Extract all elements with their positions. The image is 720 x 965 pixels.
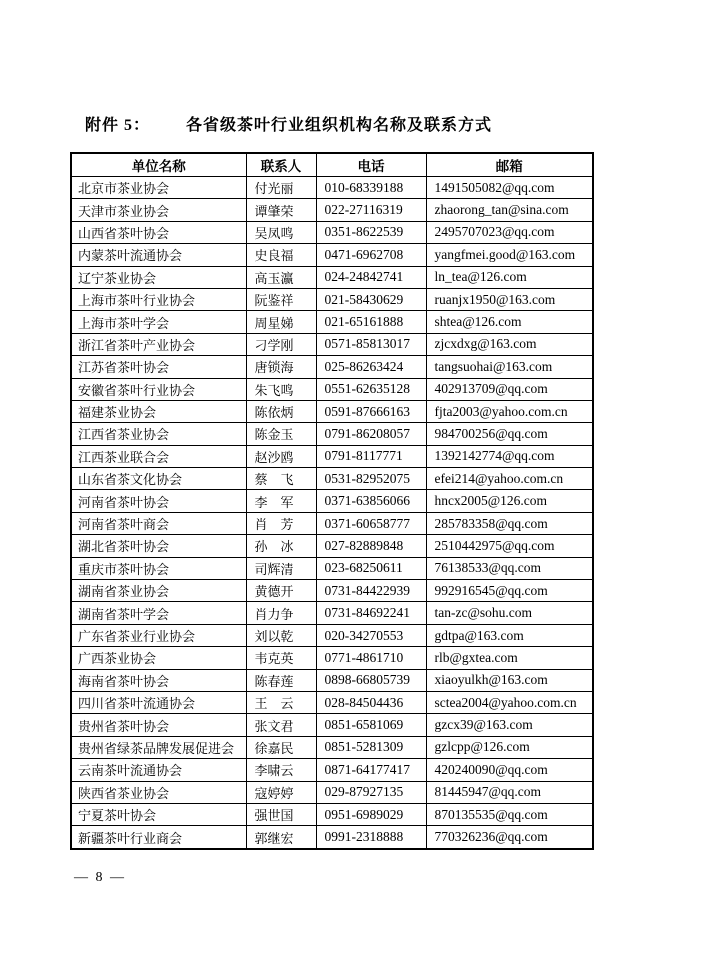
org-name-cell: 河南省茶叶协会 (71, 490, 246, 512)
contact-cell: 李 军 (246, 490, 316, 512)
table-row (71, 669, 593, 691)
org-name-cell: 贵州省绿茶品牌发展促进会 (71, 736, 246, 758)
org-name-cell: 江西省茶业协会 (71, 423, 246, 445)
contact-table (70, 152, 594, 850)
contact-cell: 高玉瀛 (246, 266, 316, 288)
table-row (71, 557, 593, 579)
email-cell: 992916545@qq.com (426, 580, 593, 602)
org-name-cell: 四川省茶叶流通协会 (71, 691, 246, 713)
table-row (71, 288, 593, 310)
contact-cell: 徐嘉民 (246, 736, 316, 758)
contact-cell: 史良福 (246, 244, 316, 266)
table-row (71, 736, 593, 758)
table-row (71, 266, 593, 288)
phone-cell: 0351-8622539 (316, 221, 426, 243)
contact-cell: 唐锁海 (246, 356, 316, 378)
email-cell: tan-zc@sohu.com (426, 602, 593, 624)
phone-cell: 0591-87666163 (316, 400, 426, 422)
email-cell: zhaorong_tan@sina.com (426, 199, 593, 221)
table-row (71, 378, 593, 400)
email-cell: 870135535@qq.com (426, 803, 593, 825)
org-name-cell: 辽宁茶业协会 (71, 266, 246, 288)
table-row (71, 826, 593, 849)
org-name-cell: 新疆茶叶行业商会 (71, 826, 246, 849)
org-name-cell: 海南省茶叶协会 (71, 669, 246, 691)
phone-cell: 0851-5281309 (316, 736, 426, 758)
table-row (71, 199, 593, 221)
phone-cell: 0371-60658777 (316, 512, 426, 534)
org-name-cell: 广西茶业协会 (71, 647, 246, 669)
contact-cell: 孙 冰 (246, 535, 316, 557)
phone-cell: 020-34270553 (316, 624, 426, 646)
org-name-cell: 广东省茶业行业协会 (71, 624, 246, 646)
table-row (71, 624, 593, 646)
table-row (71, 356, 593, 378)
contact-cell: 韦克英 (246, 647, 316, 669)
phone-cell: 0771-4861710 (316, 647, 426, 669)
email-cell: gdtpa@163.com (426, 624, 593, 646)
contact-cell: 谭肇荣 (246, 199, 316, 221)
org-name-cell: 河南省茶叶商会 (71, 512, 246, 534)
contact-cell: 李啸云 (246, 759, 316, 781)
org-name-cell: 重庆市茶叶协会 (71, 557, 246, 579)
table-row (71, 400, 593, 422)
table-row (71, 445, 593, 467)
org-name-cell: 陕西省茶业协会 (71, 781, 246, 803)
phone-cell: 022-27116319 (316, 199, 426, 221)
email-cell: 1392142774@qq.com (426, 445, 593, 467)
email-cell: 285783358@qq.com (426, 512, 593, 534)
contact-cell: 赵沙鸥 (246, 445, 316, 467)
contact-cell: 刘以乾 (246, 624, 316, 646)
contact-cell: 吴凤鸣 (246, 221, 316, 243)
email-cell: gzlcpp@126.com (426, 736, 593, 758)
contact-cell: 阮鉴祥 (246, 288, 316, 310)
phone-cell: 021-65161888 (316, 311, 426, 333)
email-cell: fjta2003@yahoo.com.cn (426, 400, 593, 422)
contact-cell: 强世国 (246, 803, 316, 825)
table-header-row (71, 153, 593, 177)
phone-cell: 0571-85813017 (316, 333, 426, 355)
email-cell: 76138533@qq.com (426, 557, 593, 579)
table-row (71, 177, 593, 199)
org-name-cell: 安徽省茶叶行业协会 (71, 378, 246, 400)
table-row (71, 490, 593, 512)
email-cell: yangfmei.good@163.com (426, 244, 593, 266)
phone-cell: 0791-86208057 (316, 423, 426, 445)
contact-cell: 黄德开 (246, 580, 316, 602)
phone-cell: 0898-66805739 (316, 669, 426, 691)
email-cell: 2495707023@qq.com (426, 221, 593, 243)
contact-cell: 张文君 (246, 714, 316, 736)
table-row (71, 714, 593, 736)
table-row (71, 512, 593, 534)
email-cell: gzcx39@163.com (426, 714, 593, 736)
phone-cell: 0851-6581069 (316, 714, 426, 736)
email-cell: zjcxdxg@163.com (426, 333, 593, 355)
attachment-label: 附件 5： (85, 117, 151, 134)
phone-cell: 0531-82952075 (316, 468, 426, 490)
table-row (71, 759, 593, 781)
org-name-cell: 江苏省茶叶协会 (71, 356, 246, 378)
table-row (71, 781, 593, 803)
table-body (71, 177, 593, 849)
phone-cell: 0991-2318888 (316, 826, 426, 849)
phone-cell: 023-68250611 (316, 557, 426, 579)
phone-cell: 0791-8117771 (316, 445, 426, 467)
table-row (71, 244, 593, 266)
email-cell: 770326236@qq.com (426, 826, 593, 849)
contact-cell: 寇婷婷 (246, 781, 316, 803)
contact-cell: 司辉清 (246, 557, 316, 579)
org-name-cell: 贵州省茶叶协会 (71, 714, 246, 736)
org-name-cell: 山西省茶叶协会 (71, 221, 246, 243)
table-row (71, 803, 593, 825)
email-cell: efei214@yahoo.com.cn (426, 468, 593, 490)
contact-cell: 朱飞鸣 (246, 378, 316, 400)
org-name-cell: 上海市茶叶学会 (71, 311, 246, 333)
email-cell: rlb@gxtea.com (426, 647, 593, 669)
email-cell: 2510442975@qq.com (426, 535, 593, 557)
phone-cell: 0731-84692241 (316, 602, 426, 624)
email-cell: 402913709@qq.com (426, 378, 593, 400)
table-row (71, 221, 593, 243)
org-name-cell: 湖南省茶业协会 (71, 580, 246, 602)
phone-cell: 028-84504436 (316, 691, 426, 713)
email-cell: ln_tea@126.com (426, 266, 593, 288)
contact-cell: 蔡 飞 (246, 468, 316, 490)
email-cell: hncx2005@126.com (426, 490, 593, 512)
table-row (71, 333, 593, 355)
table-row (71, 535, 593, 557)
org-name-cell: 天津市茶业协会 (71, 199, 246, 221)
org-name-cell: 内蒙茶叶流通协会 (71, 244, 246, 266)
email-cell: 81445947@qq.com (426, 781, 593, 803)
table-row (71, 311, 593, 333)
contact-cell: 郭继宏 (246, 826, 316, 849)
email-cell: xiaoyulkh@163.com (426, 669, 593, 691)
phone-cell: 0731-84422939 (316, 580, 426, 602)
phone-cell: 0371-63856066 (316, 490, 426, 512)
contact-cell: 王 云 (246, 691, 316, 713)
phone-cell: 0871-64177417 (316, 759, 426, 781)
phone-cell: 0471-6962708 (316, 244, 426, 266)
contact-cell: 陈春莲 (246, 669, 316, 691)
contact-cell: 陈依炳 (246, 400, 316, 422)
email-cell: tangsuohai@163.com (426, 356, 593, 378)
contact-cell: 周星娣 (246, 311, 316, 333)
email-cell: ruanjx1950@163.com (426, 288, 593, 310)
table-row (71, 423, 593, 445)
phone-cell: 021-58430629 (316, 288, 426, 310)
phone-cell: 0951-6989029 (316, 803, 426, 825)
org-name-cell: 江西茶业联合会 (71, 445, 246, 467)
contact-cell: 陈金玉 (246, 423, 316, 445)
org-name-cell: 湖南省茶叶学会 (71, 602, 246, 624)
email-cell: 984700256@qq.com (426, 423, 593, 445)
org-name-cell: 云南茶叶流通协会 (71, 759, 246, 781)
document-title-line (85, 112, 492, 135)
table-row (71, 468, 593, 490)
page-title: 各省级茶叶行业组织机构名称及联系方式 (186, 117, 493, 134)
table-row (71, 647, 593, 669)
table-row (71, 691, 593, 713)
contact-cell: 付光丽 (246, 177, 316, 199)
header-phone: 电话 (316, 153, 426, 177)
header-contact: 联系人 (246, 153, 316, 177)
contact-cell: 肖力争 (246, 602, 316, 624)
org-name-cell: 山东省茶文化协会 (71, 468, 246, 490)
phone-cell: 029-87927135 (316, 781, 426, 803)
phone-cell: 025-86263424 (316, 356, 426, 378)
org-name-cell: 北京市茶业协会 (71, 177, 246, 199)
org-name-cell: 宁夏茶叶协会 (71, 803, 246, 825)
header-org-name: 单位名称 (71, 153, 246, 177)
org-name-cell: 福建茶业协会 (71, 400, 246, 422)
phone-cell: 027-82889848 (316, 535, 426, 557)
phone-cell: 0551-62635128 (316, 378, 426, 400)
contact-cell: 肖 芳 (246, 512, 316, 534)
contact-cell: 刁学刚 (246, 333, 316, 355)
table-row (71, 580, 593, 602)
page-number: — 8 — (74, 870, 126, 885)
email-cell: shtea@126.com (426, 311, 593, 333)
header-email: 邮箱 (426, 153, 593, 177)
table-row (71, 602, 593, 624)
email-cell: sctea2004@yahoo.com.cn (426, 691, 593, 713)
org-name-cell: 上海市茶叶行业协会 (71, 288, 246, 310)
email-cell: 1491505082@qq.com (426, 177, 593, 199)
phone-cell: 024-24842741 (316, 266, 426, 288)
org-name-cell: 浙江省茶叶产业协会 (71, 333, 246, 355)
org-name-cell: 湖北省茶叶协会 (71, 535, 246, 557)
phone-cell: 010-68339188 (316, 177, 426, 199)
email-cell: 420240090@qq.com (426, 759, 593, 781)
